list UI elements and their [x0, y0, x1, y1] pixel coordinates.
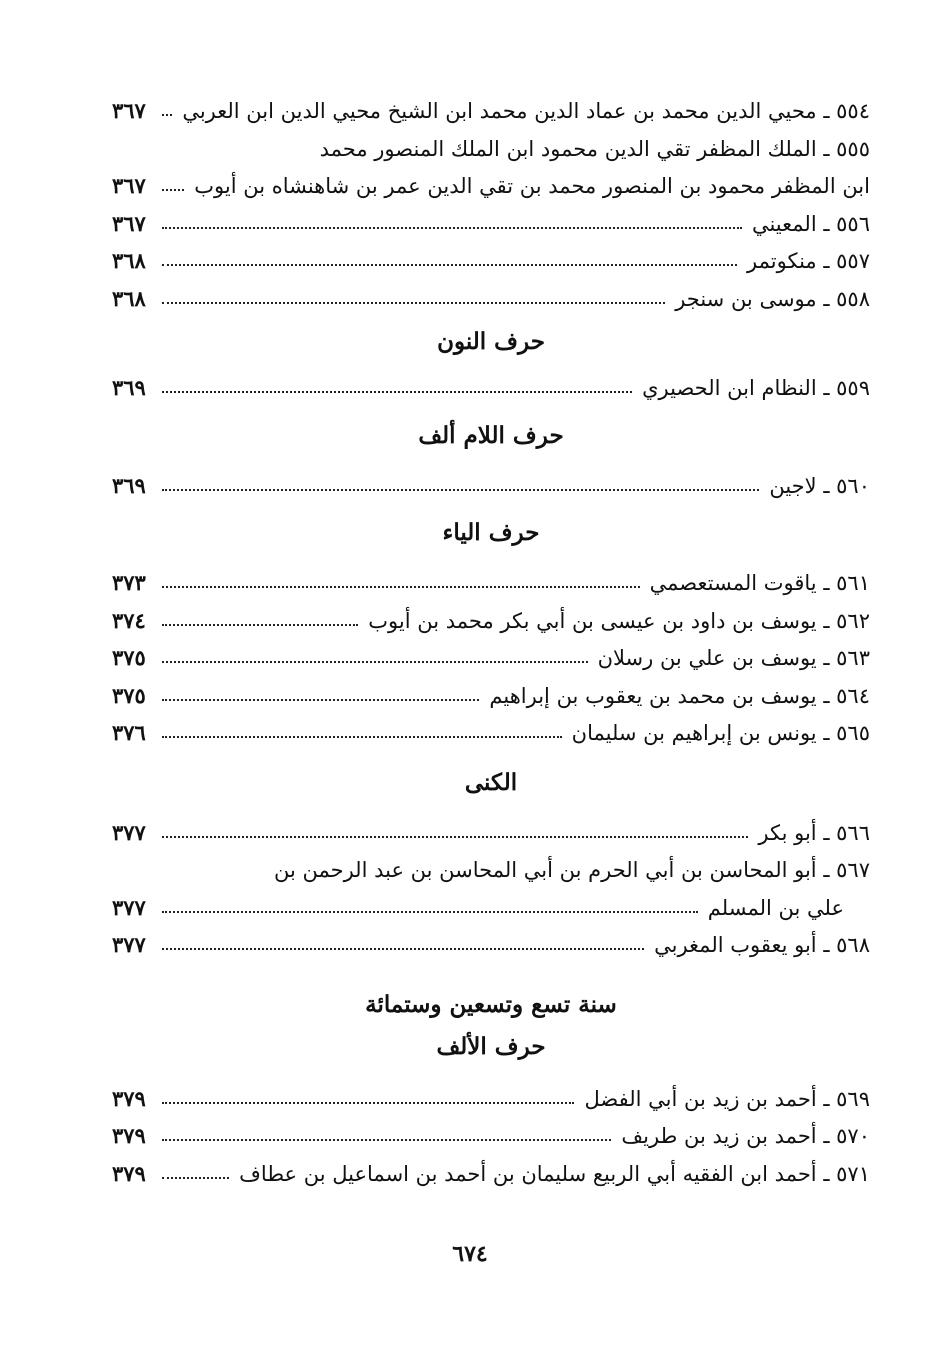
entry-title: ٥٦١ ـ ياقوت المستعصمي [649, 571, 870, 595]
section-heading: حرف الألف [436, 1032, 546, 1060]
entry-title: ٥٦٠ ـ لاجين [769, 473, 870, 498]
entry-page-number: ٣٧٩ [112, 1160, 146, 1186]
toc-entry [112, 246, 870, 284]
toc-entry [112, 284, 870, 322]
toc-entry [112, 718, 870, 756]
toc-entry [112, 681, 870, 719]
dot-leader [162, 1177, 229, 1179]
dot-leader [162, 736, 562, 738]
entry-page-number: ٣٧٧ [112, 819, 146, 845]
toc-entry [112, 134, 870, 172]
section-heading: حرف الياء [442, 519, 540, 546]
entry-title: علي بن المسلم [707, 895, 844, 920]
entry-page-number: ٣٦٨ [112, 285, 146, 311]
page-number: ٦٧٤ [452, 1241, 488, 1267]
entry-page-number: ٣٧٣ [112, 570, 146, 595]
entry-title: ٥٦٣ ـ يوسف بن علي بن رسلان [597, 646, 870, 670]
index-page [112, 96, 870, 1196]
entry-title: ٥٦٨ ـ أبو يعقوب المغربي [654, 933, 870, 957]
toc-entry [112, 1159, 870, 1197]
entry-page-number: ٣٧٤ [112, 607, 146, 633]
toc-entry [112, 471, 870, 509]
toc-entry [112, 818, 870, 856]
entry-title: ٥٥٧ ـ منكوتمر [747, 249, 870, 273]
dot-leader [162, 489, 759, 491]
toc-entry [112, 96, 870, 134]
entry-title: ٥٦٤ ـ يوسف بن محمد بن يعقوب بن إبراهيم [489, 683, 870, 708]
dot-leader [162, 391, 632, 393]
dot-leader [162, 189, 184, 191]
toc-entry [112, 643, 870, 681]
dot-leader [162, 1102, 574, 1104]
entry-title: ٥٥٥ ـ الملك المظفر تقي الدين محمود ابن الملك المنصور محمد [319, 136, 870, 161]
entry-page-number: ٣٦٧ [112, 98, 146, 123]
dot-leader [162, 624, 358, 626]
entry-title: ٥٦٦ ـ أبو بكر [758, 820, 870, 845]
entry-page-number: ٣٧٧ [112, 932, 146, 957]
entry-title: ٥٥٤ ـ محيي الدين محمد بن عماد الدين محمد ابن الشيخ محيي الدين ابن العربي [182, 99, 870, 123]
entry-page-number: ٣٦٩ [112, 472, 146, 498]
dot-leader [162, 586, 640, 588]
entry-page-number: ٣٧٩ [112, 1123, 146, 1148]
section-heading: حرف النون [437, 328, 545, 355]
entry-title: ابن المظفر محمود بن المنصور محمد بن تقي الدين عمر بن شاهنشاه بن أيوب [194, 174, 870, 198]
toc-entry [112, 606, 870, 644]
entry-page-number: ٣٦٧ [112, 173, 146, 198]
entry-title: ٥٥٨ ـ موسى بن سنجر [675, 286, 870, 311]
dot-leader [162, 114, 172, 116]
section-heading: حرف اللام ألف [418, 421, 564, 449]
toc-entry [112, 930, 870, 968]
entry-title: ٥٦٩ ـ أحمد بن زيد بن أبي الفضل [584, 1086, 870, 1111]
dot-leader [162, 699, 479, 701]
entry-page-number: ٣٦٧ [112, 210, 146, 236]
entry-title: ٥٧١ ـ أحمد ابن الفقيه أبي الربيع سليمان بن أحمد بن اسماعيل بن عطاف [239, 1161, 870, 1186]
dot-leader [162, 911, 698, 913]
entry-page-number: ٣٦٩ [112, 375, 146, 400]
section-heading: الكنى [464, 768, 518, 796]
entry-title: ٥٦٢ ـ يوسف بن داود بن عيسى بن أبي بكر محمد بن أيوب [368, 608, 870, 633]
toc-entry [112, 1084, 870, 1122]
entry-title: ٥٦٧ ـ أبو المحاسن بن أبي الحرم بن أبي المحاسن بن عبد الرحمن بن [273, 858, 870, 882]
toc-entry-continuation [112, 171, 870, 209]
toc-entry [112, 373, 870, 411]
dot-leader [162, 1139, 611, 1141]
toc-entry [112, 568, 870, 606]
dot-leader [162, 948, 644, 950]
entry-page-number: ٣٧٦ [112, 720, 146, 745]
entry-page-number: ٣٧٥ [112, 645, 146, 670]
entry-page-number: ٣٧٥ [112, 682, 146, 708]
entry-title: ٥٧٠ ـ أحمد بن زيد بن طريف [621, 1124, 870, 1148]
entry-page-number: ٣٧٧ [112, 894, 146, 920]
dot-leader [162, 264, 737, 266]
dot-leader [162, 302, 665, 304]
dot-leader [162, 661, 588, 663]
dot-leader [162, 836, 748, 838]
year-heading: سنة تسع وتسعين وستمائة [365, 990, 617, 1018]
toc-entry [112, 855, 870, 893]
entry-page-number: ٣٦٨ [112, 248, 146, 273]
dot-leader [162, 227, 742, 229]
entry-title: ٥٥٦ ـ المعيني [751, 211, 870, 236]
entry-title: ٥٥٩ ـ النظام ابن الحصيري [642, 376, 870, 400]
toc-entry [112, 209, 870, 247]
entry-title: ٥٦٥ ـ يونس بن إبراهيم بن سليمان [571, 721, 870, 745]
entry-page-number: ٣٧٩ [112, 1085, 146, 1111]
toc-entry [112, 1121, 870, 1159]
toc-entry-continuation [112, 893, 870, 931]
